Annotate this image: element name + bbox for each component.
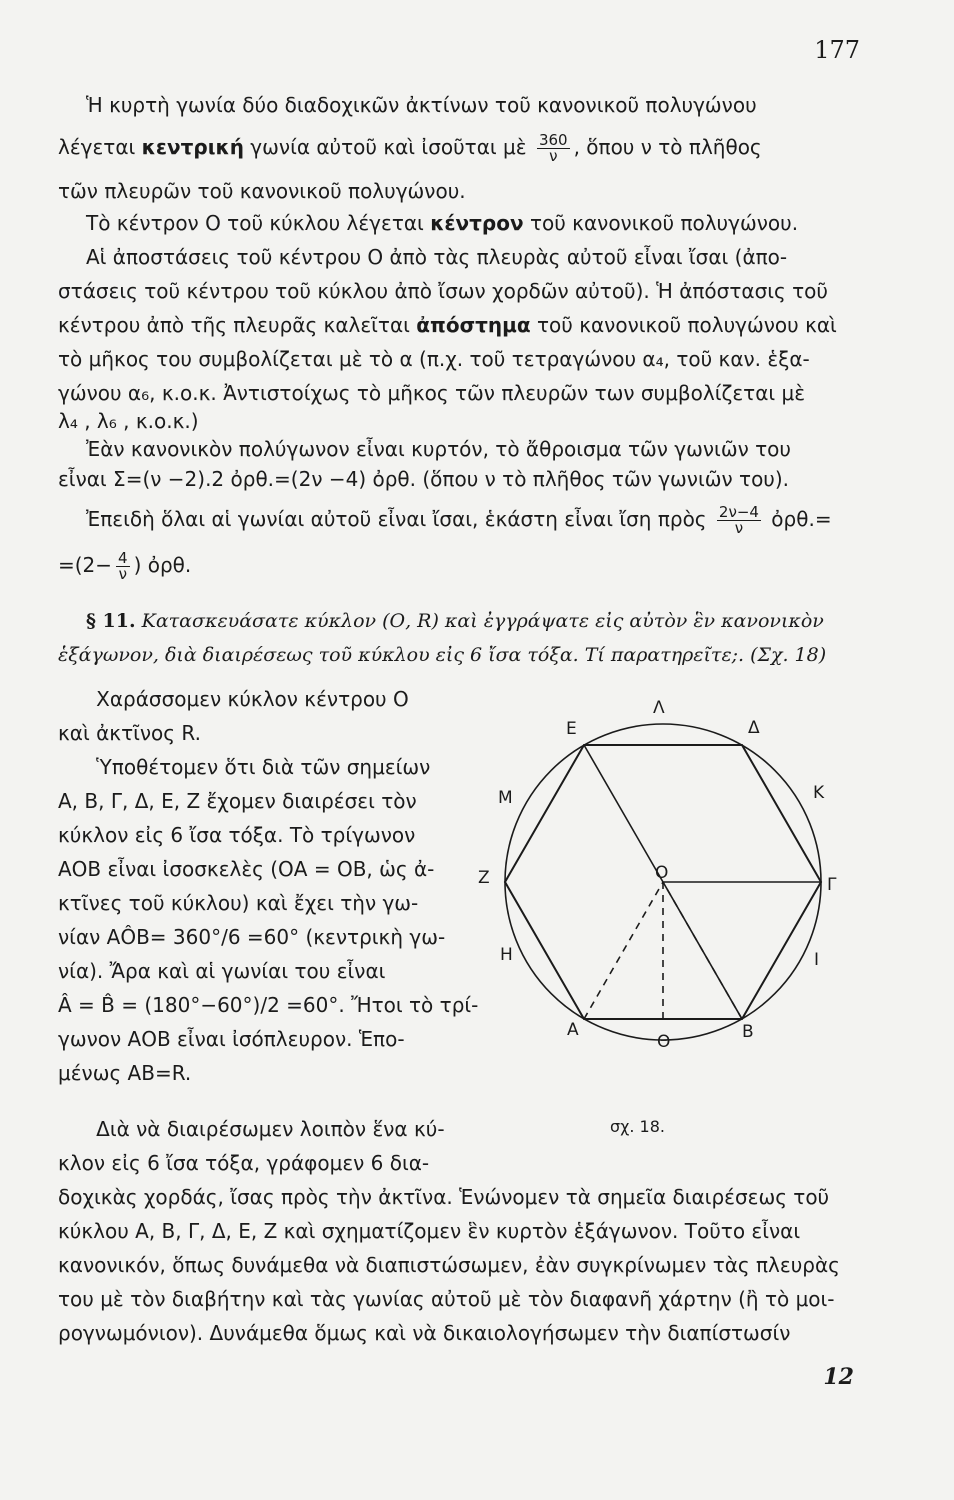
left-line: νία). Ἄρα καὶ αἱ γωνίαι του εἶναι xyxy=(58,959,386,983)
fraction-bottom: ν xyxy=(549,147,558,165)
left-line: κύκλον εἰς 6 ἴσα τόξα. Τὸ τρίγωνον xyxy=(58,823,416,847)
p2-post: τοῦ κανονικοῦ πολυγώνου. xyxy=(523,211,799,235)
paragraph-1-line-3: τῶν πλευρῶν τοῦ κανονικοῦ πολυγώνου. xyxy=(58,179,466,203)
paragraph-2 xyxy=(58,206,896,240)
section-11-text-1: Κατασκευάσατε κύκλον (Ο, R) καὶ ἐγγράψατε εἰς αὐτὸν ἓν κανονικὸν xyxy=(135,610,824,632)
left-line: νίαν ΑÔΒ= 360°/6 =60° (κεντρικὴ γω- xyxy=(58,925,446,949)
figure-caption: σχ. 18. xyxy=(610,1117,665,1136)
term-kentron: κέντρον xyxy=(430,211,524,235)
section-11-line-1 xyxy=(58,604,868,638)
fraction-bottom: ν xyxy=(734,519,744,537)
label-O: O xyxy=(655,863,669,883)
paragraph-4-line-3 xyxy=(58,502,896,536)
p1-mid: γωνία αὐτοῦ καὶ ἰσοῦται μὲ xyxy=(243,135,533,159)
label-M: M xyxy=(498,788,513,808)
label-A: A xyxy=(567,1020,579,1040)
left-line: Χαράσσομεν κύκλον κέντρου Ο xyxy=(58,687,409,711)
p4-l4-pre: =(2− xyxy=(58,553,113,577)
fraction-360-over-n xyxy=(537,133,570,164)
bottom-line: κλον εἰς 6 ἴσα τόξα, γράφομεν 6 δια- xyxy=(58,1151,430,1175)
figure-18-hexagon xyxy=(470,700,860,1130)
label-Th: Θ xyxy=(657,1032,671,1052)
label-L: Λ xyxy=(653,700,665,718)
paragraph-3-line-1: Αἱ ἀποστάσεις τοῦ κέντρου Ο ἀπὸ τὰς πλευρὰς αὐτοῦ εἶναι ἴσαι (ἀπο- xyxy=(86,245,788,269)
paragraph-4-line-2: εἶναι Σ=(ν −2).2 ὀρθ.=(2ν −4) ὀρθ. (ὅπου ν τὸ πλῆθος τῶν γωνιῶν του). xyxy=(58,467,790,491)
bottom-line: του μὲ τὸν διαβήτην καὶ τὰς γωνίας αὐτοῦ μὲ τὸν διαφανῆ χάρτην (ἢ τὸ μοι- xyxy=(58,1287,835,1311)
p2-pre: Τὸ κέντρον Ο τοῦ κύκλου λέγεται xyxy=(86,211,431,235)
paragraph-1-line-2 xyxy=(58,130,868,164)
left-line: ΑΟΒ εἶναι ἰσοσκελὲς (ΟΑ = ΟΒ, ὡς ἀ- xyxy=(58,857,435,881)
term-apostima: ἀπόστημα xyxy=(416,313,531,337)
section-11-heading xyxy=(58,604,868,672)
bottom-line: κύκλου Α, Β, Γ, Δ, Ε, Ζ καὶ σχηματίζομεν ἓν κυρτὸν ἑξάγωνον. Τοῦτο εἶναι xyxy=(58,1219,801,1243)
term-kentriki: κεντρική xyxy=(141,135,244,159)
paragraph-3-line-3 xyxy=(58,308,868,342)
fraction-2n-4-over-n xyxy=(717,505,761,536)
paragraph-4-line-4 xyxy=(58,548,868,582)
left-column-text xyxy=(58,682,479,1090)
bottom-line: ρογνωμόνιον). Δυνάμεθα ὅμως καὶ νὰ δικαιολογήσωμεν τὴν διαπίστωσίν xyxy=(58,1321,791,1345)
p4-pre: Ἐπειδὴ ὅλαι αἱ γωνίαι αὐτοῦ εἶναι ἴσαι, ἑκάστη εἶναι ἴση πρὸς xyxy=(86,507,713,531)
left-line: κτῖνες τοῦ κύκλου) καὶ ἔχει τὴν γω- xyxy=(58,891,419,915)
p4-l4-post: ) ὀρθ. xyxy=(133,553,192,577)
bottom-line: Διὰ νὰ διαιρέσωμεν λοιπὸν ἕνα κύ- xyxy=(58,1117,445,1141)
section-number: § 11. xyxy=(86,610,136,632)
paragraph-4-line-1: Ἐὰν κανονικὸν πολύγωνον εἶναι κυρτόν, τὸ ἄθροισμα τῶν γωνιῶν του xyxy=(86,437,791,461)
p3-pre: κέντρου ἀπὸ τῆς πλευρᾶς καλεῖται xyxy=(58,313,417,337)
segment-O-A xyxy=(584,882,663,1019)
section-11-line-2: ἑξάγωνον, διὰ διαιρέσεως τοῦ κύκλου εἰς 6 ἴσα τόξα. Τί παρατηρεῖτε;. (Σχ. 18) xyxy=(58,644,827,666)
paragraph-1-line-1: Ἡ κυρτὴ γωνία δύο διαδοχικῶν ἀκτίνων τοῦ κανονικοῦ πολυγώνου xyxy=(86,93,757,117)
p1-post: , ὅπου ν τὸ πλῆθος xyxy=(573,135,762,159)
label-E: E xyxy=(566,719,577,739)
label-I: I xyxy=(814,950,820,970)
page-number: 177 xyxy=(814,36,860,64)
label-K: K xyxy=(813,783,825,803)
left-line: καὶ ἀκτῖνος R. xyxy=(58,721,201,745)
bottom-line: δοχικὰς χορδάς, ἴσας πρὸς τὴν ἀκτῖνα. Ἑνώνομεν τὰ σημεῖα διαιρέσεως τοῦ xyxy=(58,1185,830,1209)
p4-post: ὀρθ.= xyxy=(764,507,832,531)
paragraph-3-line-5: γώνου α₆, κ.ο.κ. Ἀντιστοίχως τὸ μῆκος τῶν πλευρῶν των συμβολίζεται μὲ xyxy=(58,381,806,405)
fraction-top: 360 xyxy=(538,131,568,149)
label-D: Δ xyxy=(748,718,760,738)
paragraph-3-line-4: τὸ μῆκος του συμβολίζεται μὲ τὸ α (π.χ. τοῦ τετραγώνου α₄, τοῦ καν. ἑξα- xyxy=(58,347,810,371)
left-line: μένως ΑΒ=R. xyxy=(58,1061,192,1085)
left-line: Α, Β, Γ, Δ, Ε, Ζ ἔχομεν διαιρέσει τὸν xyxy=(58,789,417,813)
fraction-top: 2ν−4 xyxy=(718,503,759,521)
paragraph-3-line-6: λ₄ , λ₆ , κ.ο.κ.) xyxy=(58,409,199,433)
signature-number: 12 xyxy=(823,1364,854,1390)
fraction-4-over-n xyxy=(116,551,130,582)
left-line: γωνον ΑΟΒ εἶναι ἰσόπλευρον. Ἑπο- xyxy=(58,1027,405,1051)
left-line: Â = B̂ = (180°−60°)/2 =60°. Ἤτοι τὸ τρί- xyxy=(58,993,479,1017)
label-Z: Z xyxy=(478,868,490,888)
fraction-top: 4 xyxy=(118,549,128,567)
label-B: B xyxy=(742,1022,754,1042)
label-G: Γ xyxy=(827,875,837,895)
fraction-bottom: ν xyxy=(118,565,128,583)
p1-pre: λέγεται xyxy=(58,135,142,159)
paragraph-3-line-2: στάσεις τοῦ κέντρου τοῦ κύκλου ἀπὸ ἴσων χορδῶν αὐτοῦ). Ἡ ἀπόστασις τοῦ xyxy=(58,279,828,303)
bottom-line: κανονικόν, ὅπως δυνάμεθα νὰ διαπιστώσωμεν, ἐὰν συγκρίνωμεν τὰς πλευρὰς xyxy=(58,1253,840,1277)
left-line: Ὑποθέτομεν ὅτι διὰ τῶν σημείων xyxy=(58,755,431,779)
bottom-paragraph xyxy=(58,1112,868,1350)
p3-post: τοῦ κανονικοῦ πολυγώνου καὶ xyxy=(530,313,837,337)
label-H: H xyxy=(500,945,513,965)
